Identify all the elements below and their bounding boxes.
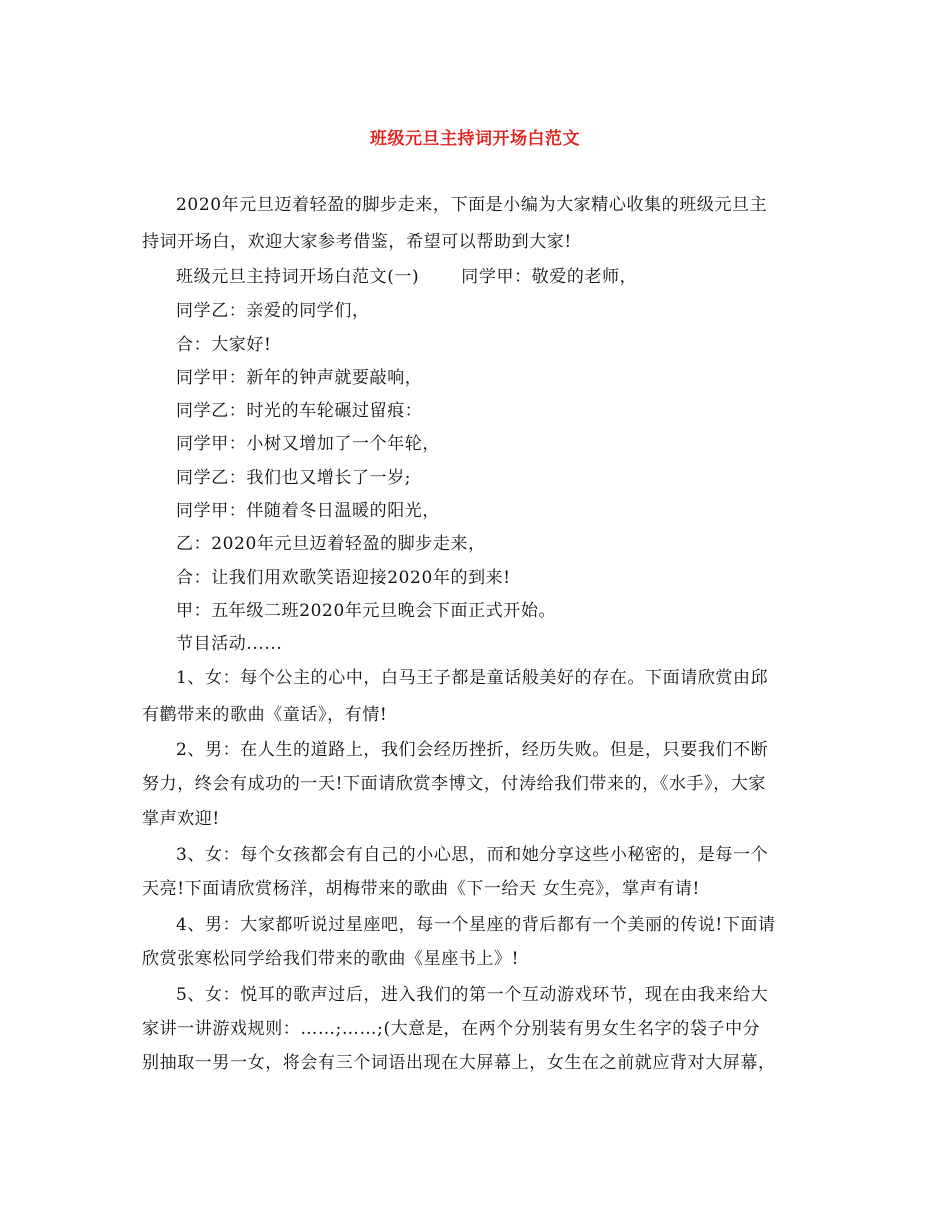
dialogue-line: 同学甲：敬爱的老师， — [461, 267, 638, 287]
dialogue-line: 合：让我们用欢歌笑语迎接2020年的到来! — [176, 568, 511, 588]
section-title: 班级元旦主持词开场白范文(一) — [176, 267, 420, 287]
intro-line: 持词开场白，欢迎大家参考借鉴，希望可以帮助到大家! — [142, 232, 572, 252]
dialogue-line: 同学甲：新年的钟声就要敲响， — [176, 368, 423, 388]
dialogue-line: 同学乙：时光的车轮碾过留痕： — [176, 401, 423, 421]
dialogue-line: 同学乙：我们也又增长了一岁; — [176, 468, 412, 488]
dialogue-line: 甲：五年级二班2020年元旦晚会下面正式开始。 — [176, 601, 557, 621]
program-item-line: 别抽取一男一女，将会有三个词语出现在大屏幕上，女生在之前就应背对大屏幕， — [142, 1053, 776, 1073]
intro-line: 2020年元旦迈着轻盈的脚步走来，下面是小编为大家精心收集的班级元旦主 — [176, 195, 768, 215]
dialogue-line: 乙：2020年元旦迈着轻盈的脚步走来， — [176, 534, 486, 554]
program-item-line: 努力，终会有成功的一天!下面请欣赏李博文，付涛给我们带来的，《水手》，大家 — [142, 774, 767, 794]
program-item-line: 家讲一讲游戏规则：……;……;(大意是，在两个分别装有男女生名字的袋子中分 — [142, 1019, 761, 1039]
program-item-line: 4、男：大家都听说过星座吧，每一个星座的背后都有一个美丽的传说!下面请 — [176, 915, 776, 935]
document-title: 班级元旦主持词开场白范文 — [370, 129, 580, 149]
program-item-line: 2、男：在人生的道路上，我们会经历挫折，经历失败。但是，只要我们不断 — [176, 740, 769, 760]
program-item-line: 5、女：悦耳的歌声过后，进入我们的第一个互动游戏环节，现在由我来给大 — [176, 985, 769, 1005]
dialogue-line: 合：大家好! — [176, 335, 272, 355]
program-item-line: 欣赏张寒松同学给我们带来的歌曲《星座书上》! — [142, 949, 520, 969]
dialogue-line: 同学乙：亲爱的同学们， — [176, 301, 370, 321]
program-item-line: 掌声欢迎! — [142, 809, 220, 829]
section-heading-line — [176, 265, 637, 289]
program-item-line: 有鹳带来的歌曲《童话》，有情! — [142, 705, 388, 725]
program-item-line: 3、女：每个女孩都会有自己的小心思，而和她分享这些小秘密的，是每一个 — [176, 845, 769, 865]
dialogue-line: 同学甲：小树又增加了一个年轮， — [176, 434, 440, 454]
program-item-line: 天亮!下面请欣赏杨洋，胡梅带来的歌曲《下一给天 女生亮》，掌声有请! — [142, 879, 700, 899]
program-item-line: 1、女：每个公主的心中，白马王子都是童话般美好的存在。下面请欣赏由邱 — [176, 668, 769, 688]
dialogue-line: 同学甲：伴随着冬日温暖的阳光， — [176, 501, 440, 521]
dialogue-line: 节目活动...... — [176, 634, 283, 654]
